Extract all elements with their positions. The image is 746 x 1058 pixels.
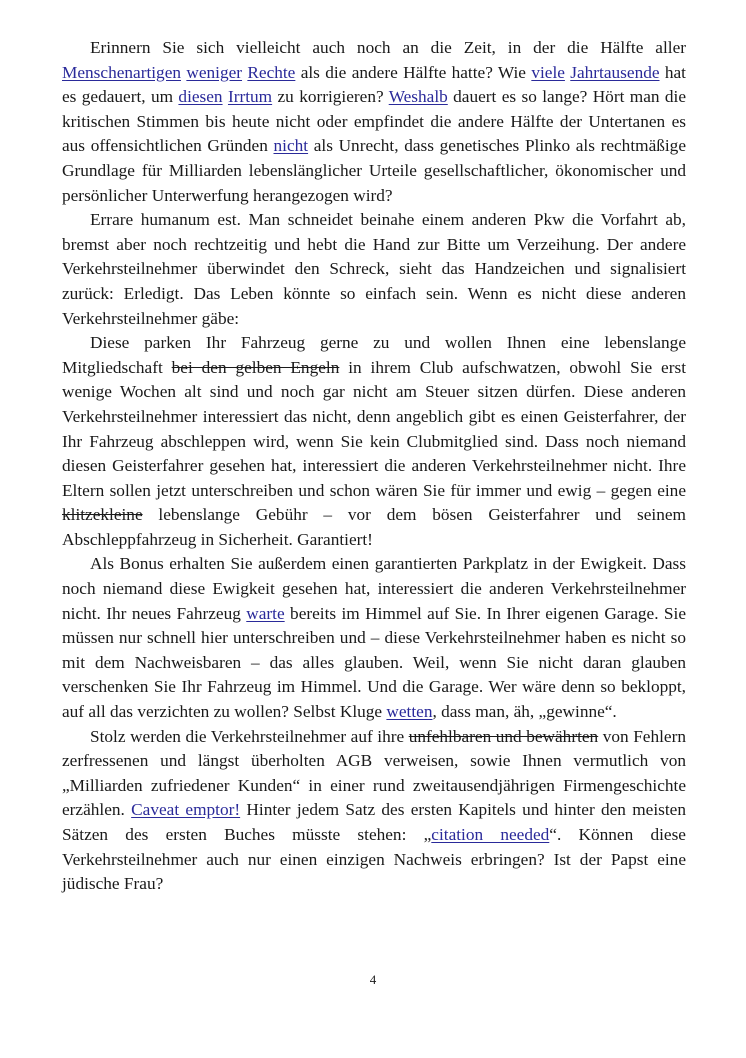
- text-run: von Fehlern zerfressenen und längst überholten AGB verweisen, sowie Ihnen vermutlich von „Milliarden zufriedener Kunden“ in einer rund zweitausendjährigen Firmengeschichte erzählen.: [62, 726, 686, 820]
- text-run: Als Bonus erhalten Sie außerdem einen garantierten Parkplatz in der Ewigkeit. Dass noch niemand diese Ewigkeit gesehen hat, interessiert die anderen Verkehrsteilnehmer nicht. Ihr neues Fahrzeug: [62, 554, 686, 623]
- paragraph: [62, 552, 686, 724]
- inline-link[interactable]: Rechte: [247, 62, 296, 82]
- text-run: hat es gedauert, um: [62, 62, 686, 107]
- strikethrough-text: unfehlbaren und bewährten: [408, 726, 599, 746]
- body-text: [62, 36, 686, 897]
- text-run: als Unrecht, dass genetisches Plinko als rechtmäßige Grundlage für Milliarden lebenslänglicher Urteile gesellschaftlicher, ökonomischer und persönlicher Unterwerfung herangezogen wird?: [62, 136, 686, 205]
- text-run: Stolz werden die Verkehrsteilnehmer auf ihre: [90, 726, 409, 746]
- inline-link[interactable]: viele: [531, 62, 565, 82]
- inline-link[interactable]: Irrtum: [227, 87, 273, 107]
- text-run: als die andere Hälfte hatte? Wie: [295, 62, 532, 82]
- inline-link[interactable]: Jahrtausende: [570, 62, 660, 82]
- text-run: , dass man, äh, „gewinne“.: [432, 702, 617, 722]
- inline-link[interactable]: Menschenartigen: [62, 62, 182, 82]
- strikethrough-text: bei den gelben Engeln: [171, 357, 340, 377]
- text-run: zu korrigieren?: [272, 87, 389, 107]
- text-run: Hinter jedem Satz des ersten Kapitels und hinter den meisten Sätzen des ersten Buches müsste stehen: „: [62, 800, 686, 844]
- text-run: bereits im Himmel auf Sie. In Ihrer eigenen Garage. Sie müssen nur schnell hier unterschreiben und – diese Verkehrsteilnehmer haben es nicht so mit dem Nachweisbaren – das alles glauben. Weil, wenn Sie nicht daran glauben verschenken Sie Ihr Fahrzeug im Himmel. Und die Garage. Wer wäre denn so bekloppt, auf all das verzichten zu wollen? Selbst Kluge: [62, 603, 687, 722]
- inline-link[interactable]: weniger: [186, 62, 243, 82]
- inline-link[interactable]: Weshalb: [388, 87, 448, 107]
- inline-link[interactable]: Caveat emptor!: [131, 800, 241, 820]
- inline-link[interactable]: warte: [246, 603, 285, 623]
- text-run: lebenslange Gebühr – vor dem bösen Geisterfahrer und seinem Abschleppfahrzeug in Sicherheit. Garantiert!: [62, 505, 686, 549]
- page-number: 4: [369, 972, 377, 987]
- inline-link[interactable]: diesen: [178, 87, 223, 107]
- inline-link[interactable]: wetten: [386, 702, 433, 722]
- text-run: “. Können diese Verkehrsteilnehmer auch nur einen einzigen Nachweis erbringen? Ist der Papst eine jüdische Frau?: [62, 825, 686, 894]
- paragraph: [62, 725, 686, 897]
- paragraph: [62, 331, 686, 552]
- text-run: in ihrem Club aufschwatzen, obwohl Sie erst wenige Wochen alt sind und noch gar nicht am Steuer sitzen dürfen. Diese anderen Verkehrsteilnehmer interessiert das nicht, denn angeblich gibt es einen Geisterfahrer, der Ihr Fahrzeug abschleppen wird, wenn Sie kein Clubmitglied sind. Dass noch niemand diesen Geisterfahrer gesehen hat, interessiert die anderen Verkehrsteilnehmer nicht. Ihre Eltern sollen jetzt unterschreiben und schon wären Sie für immer und ewig – gegen eine: [62, 357, 686, 500]
- strikethrough-text: klitzekleine: [62, 505, 143, 525]
- text-run: Erinnern Sie sich vielleicht auch noch an die Zeit, in der die Hälfte aller: [90, 38, 686, 57]
- paragraph: [62, 208, 686, 331]
- text-run: dauert es so lange? Hört man die kritischen Stimmen bis heute nicht oder empfindet die andere Hälfte der Untertanen es aus offensichtlichen Gründen: [62, 87, 686, 156]
- text-run: Diese parken Ihr Fahrzeug gerne zu und wollen Ihnen eine lebenslange Mitgliedschaft: [62, 333, 686, 377]
- inline-link[interactable]: citation needed: [431, 825, 550, 844]
- paragraph: [62, 36, 686, 208]
- inline-link[interactable]: nicht: [273, 136, 309, 156]
- text-run: Errare humanum est. Man schneidet beinahe einem anderen Pkw die Vorfahrt ab, bremst aber noch rechtzeitig und hebt die Hand zur Bitte um Verzeihung. Der andere Verkehrsteilnehmer überwindet den Schreck, sieht das Handzeichen und signalisiert zurück: Erledigt. Das Leben könnte so einfach sein. Wenn es nicht diese anderen Verkehrsteilnehmer gäbe:: [62, 210, 686, 328]
